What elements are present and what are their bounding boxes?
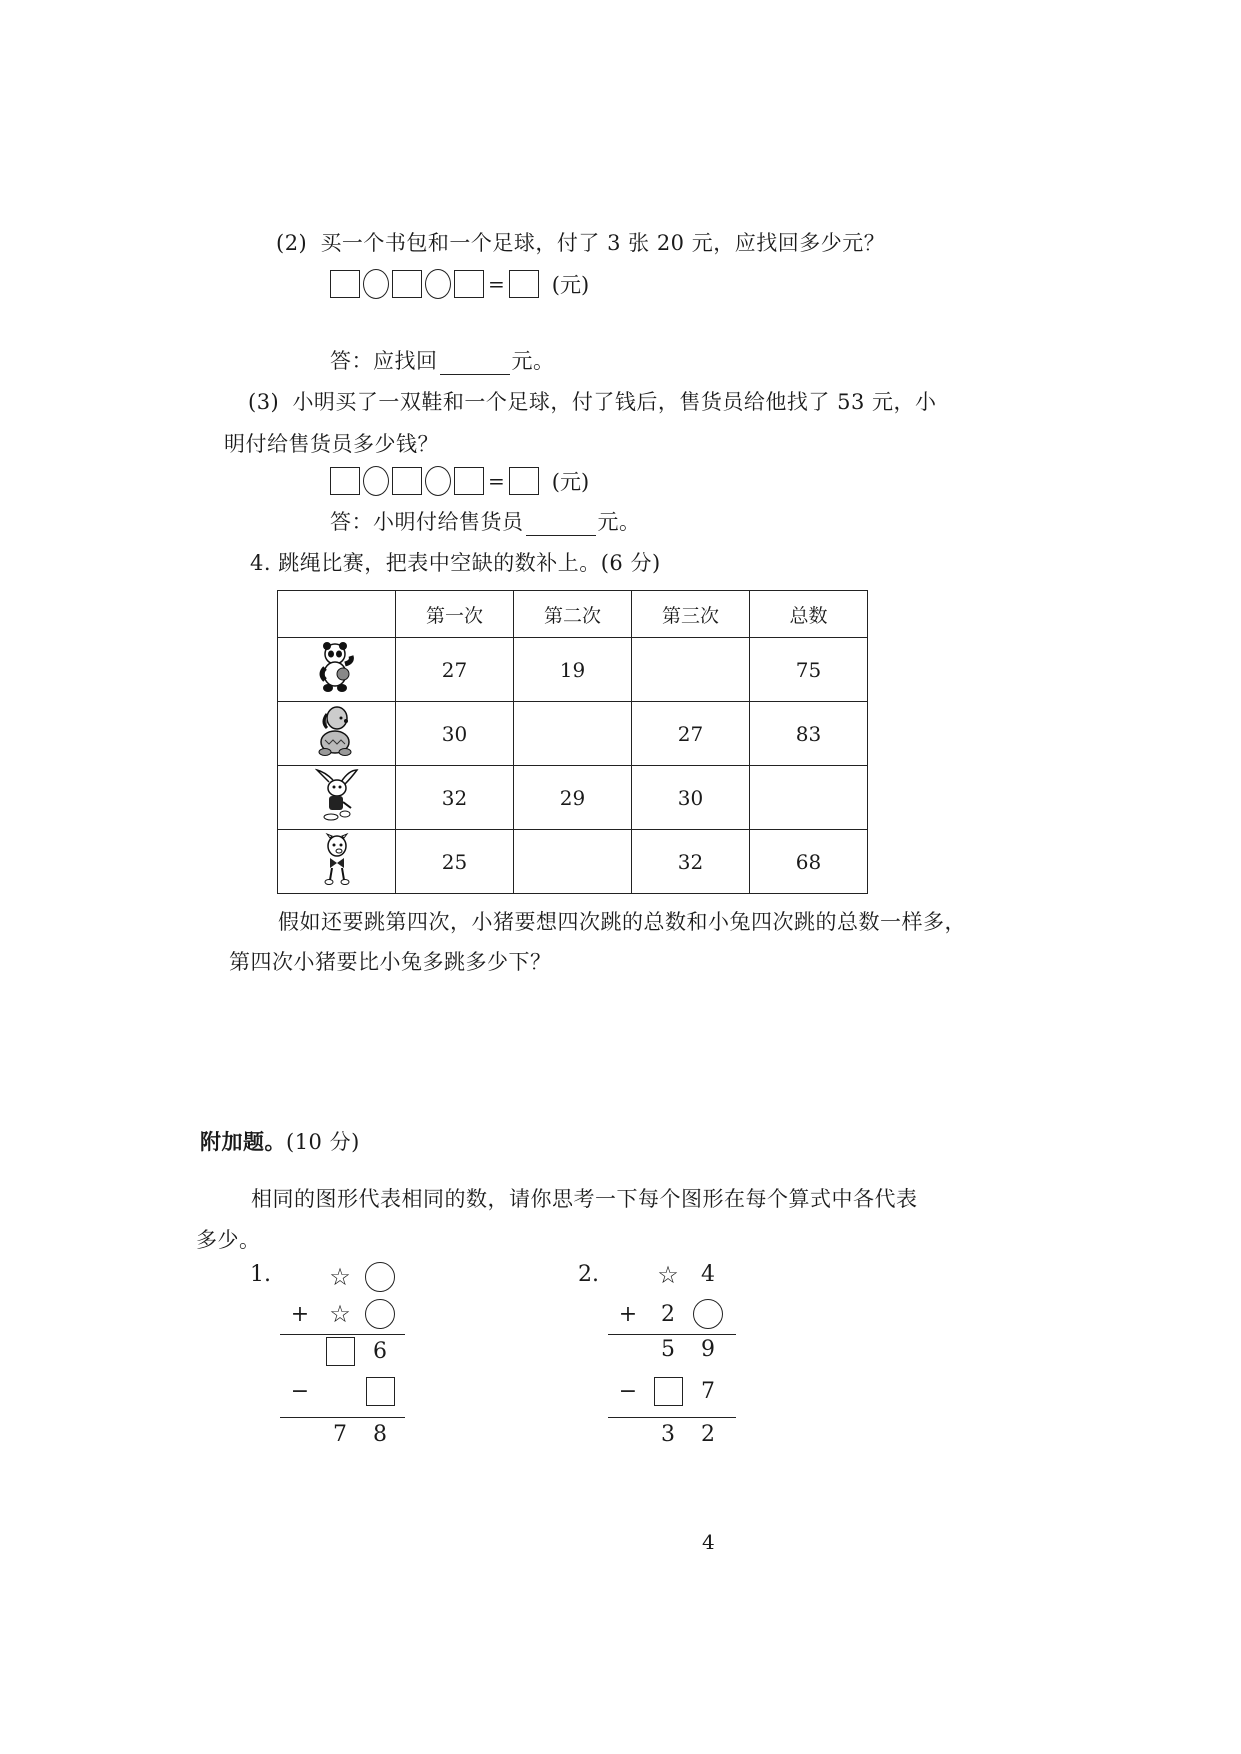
q2-question [276, 229, 885, 257]
header-cell: 第一次 [396, 591, 514, 638]
calc-cell[interactable] [688, 1299, 728, 1329]
star-icon: ☆ [329, 1300, 351, 1328]
q4-followup-line1: 假如还要跳第四次，小猪要想四次跳的总数和小兔四次跳的总数一样多， [278, 910, 966, 934]
problem-number: 1. [250, 1262, 271, 1287]
header-cell-empty [278, 591, 396, 638]
unit-label: (元) [551, 273, 590, 297]
operator-circle[interactable] [425, 269, 451, 299]
calc-row [280, 1422, 400, 1447]
calc-digit: 2 [701, 1422, 715, 1447]
q3-text-line1: 小明买了一双鞋和一个足球，付了钱后，售货员给他找了 53 元，小 [292, 390, 937, 414]
jump-rope-table [277, 590, 868, 894]
blank-cell[interactable] [514, 830, 632, 894]
square-icon[interactable] [654, 1377, 683, 1406]
answer-prefix: 答：应找回 [330, 349, 438, 373]
answer-box[interactable] [454, 270, 484, 298]
answer-box[interactable] [330, 467, 360, 495]
calc-digit: 8 [373, 1422, 387, 1447]
star-icon: ☆ [657, 1260, 679, 1289]
answer-blank[interactable] [526, 513, 596, 536]
problem-number: 2. [578, 1262, 599, 1287]
value-cell: 32 [396, 766, 514, 830]
q3-label: (3) [248, 390, 280, 414]
answer-suffix: 元。 [511, 349, 555, 373]
value-cell: 27 [396, 638, 514, 702]
value-cell: 30 [632, 766, 750, 830]
answer-suffix: 元。 [597, 510, 641, 534]
operator-circle[interactable] [363, 466, 389, 496]
value-cell: 29 [514, 766, 632, 830]
calc-row [608, 1377, 728, 1406]
table-header-row [278, 591, 868, 638]
answer-box[interactable] [454, 467, 484, 495]
calc-row [280, 1377, 400, 1406]
header-cell: 第二次 [514, 591, 632, 638]
equals-sign: = [488, 272, 505, 296]
unit-label: (元) [551, 470, 590, 494]
calc-digit: 6 [373, 1339, 387, 1364]
table-row-puppy [278, 702, 868, 766]
panda-icon [315, 640, 359, 694]
total-cell: 68 [750, 830, 868, 894]
value-cell: 30 [396, 702, 514, 766]
q2-equation [330, 269, 589, 299]
value-cell: 32 [632, 830, 750, 894]
calc-row [608, 1337, 728, 1362]
q3-answer [330, 508, 641, 536]
answer-box[interactable] [330, 270, 360, 298]
calc-row [608, 1422, 728, 1447]
calc-digit: 7 [333, 1422, 347, 1447]
rabbit-icon [315, 768, 359, 822]
calc-row [280, 1337, 400, 1366]
result-box[interactable] [509, 270, 539, 298]
calc-row [280, 1299, 400, 1329]
answer-box[interactable] [392, 270, 422, 298]
bonus-title: 附加题。 [200, 1129, 286, 1154]
table-row-piglet [278, 830, 868, 894]
calc-cell[interactable] [360, 1262, 400, 1292]
total-cell: 75 [750, 638, 868, 702]
header-cell: 总数 [750, 591, 868, 638]
value-cell: 19 [514, 638, 632, 702]
calc-row [608, 1262, 728, 1287]
bonus-intro-line1: 相同的图形代表相同的数，请你思考一下每个图形在每个算式中各代表 [251, 1187, 918, 1211]
calc-digit: 4 [701, 1262, 715, 1287]
square-icon[interactable] [326, 1337, 355, 1366]
operator-circle[interactable] [363, 269, 389, 299]
calc-cell [320, 1265, 360, 1289]
animal-cell [278, 766, 396, 830]
piglet-icon [315, 832, 359, 886]
operator-minus: − [290, 1379, 310, 1404]
q3-text-line2: 明付给售货员多少钱？ [224, 432, 439, 456]
sum-line [608, 1334, 736, 1335]
equals-sign: = [488, 469, 505, 493]
q2-text: 买一个书包和一个足球，付了 3 张 20 元，应找回多少元？ [320, 231, 886, 255]
calc-digit: 7 [701, 1379, 715, 1404]
sum-line [280, 1334, 405, 1335]
calc-digit: 5 [661, 1337, 675, 1362]
table-row-rabbit [278, 766, 868, 830]
q3-equation [330, 466, 589, 496]
operator-minus: − [618, 1379, 638, 1404]
blank-total-cell[interactable] [750, 766, 868, 830]
q2-answer [330, 347, 555, 375]
calc-digit: 3 [661, 1422, 675, 1447]
calc-row [280, 1262, 400, 1292]
answer-prefix: 答：小明付给售货员 [330, 510, 524, 534]
animal-cell [278, 830, 396, 894]
animal-cell [278, 638, 396, 702]
calc-cell[interactable] [360, 1299, 400, 1329]
blank-cell[interactable] [632, 638, 750, 702]
q4-title: 4. 跳绳比赛，把表中空缺的数补上。(6 分) [250, 551, 661, 575]
q2-label: (2) [276, 231, 308, 255]
page-number: 4 [702, 1530, 715, 1554]
operator-circle[interactable] [425, 466, 451, 496]
animal-cell [278, 702, 396, 766]
result-box[interactable] [509, 467, 539, 495]
operator-plus: + [290, 1301, 310, 1327]
calc-cell[interactable] [360, 1377, 400, 1406]
answer-box[interactable] [392, 467, 422, 495]
q4-followup-line2: 第四次小猪要比小兔多跳多少下？ [229, 950, 552, 974]
calc-digit: 2 [661, 1301, 675, 1327]
puppy-icon [315, 704, 359, 758]
value-cell: 25 [396, 830, 514, 894]
header-cell: 第三次 [632, 591, 750, 638]
calc-cell[interactable] [320, 1337, 360, 1366]
star-icon: ☆ [329, 1263, 351, 1291]
difference-line [608, 1417, 736, 1418]
calc-digit: 9 [701, 1337, 715, 1362]
circle-icon[interactable] [365, 1299, 395, 1329]
bonus-intro-line2: 多少。 [196, 1228, 261, 1252]
calc-cell [320, 1302, 360, 1326]
value-cell: 27 [632, 702, 750, 766]
bonus-heading [200, 1128, 360, 1156]
table-row-panda [278, 638, 868, 702]
calc-row [608, 1299, 728, 1329]
circle-icon[interactable] [365, 1262, 395, 1292]
difference-line [280, 1417, 405, 1418]
operator-plus: + [618, 1301, 638, 1327]
circle-icon[interactable] [693, 1299, 723, 1329]
calc-cell [648, 1260, 688, 1289]
calc-cell[interactable] [648, 1377, 688, 1406]
blank-cell[interactable] [514, 702, 632, 766]
total-cell: 83 [750, 702, 868, 766]
square-icon[interactable] [366, 1377, 395, 1406]
q3-question-line1 [248, 388, 937, 416]
answer-blank[interactable] [440, 352, 510, 375]
bonus-points: (10 分) [286, 1130, 360, 1154]
